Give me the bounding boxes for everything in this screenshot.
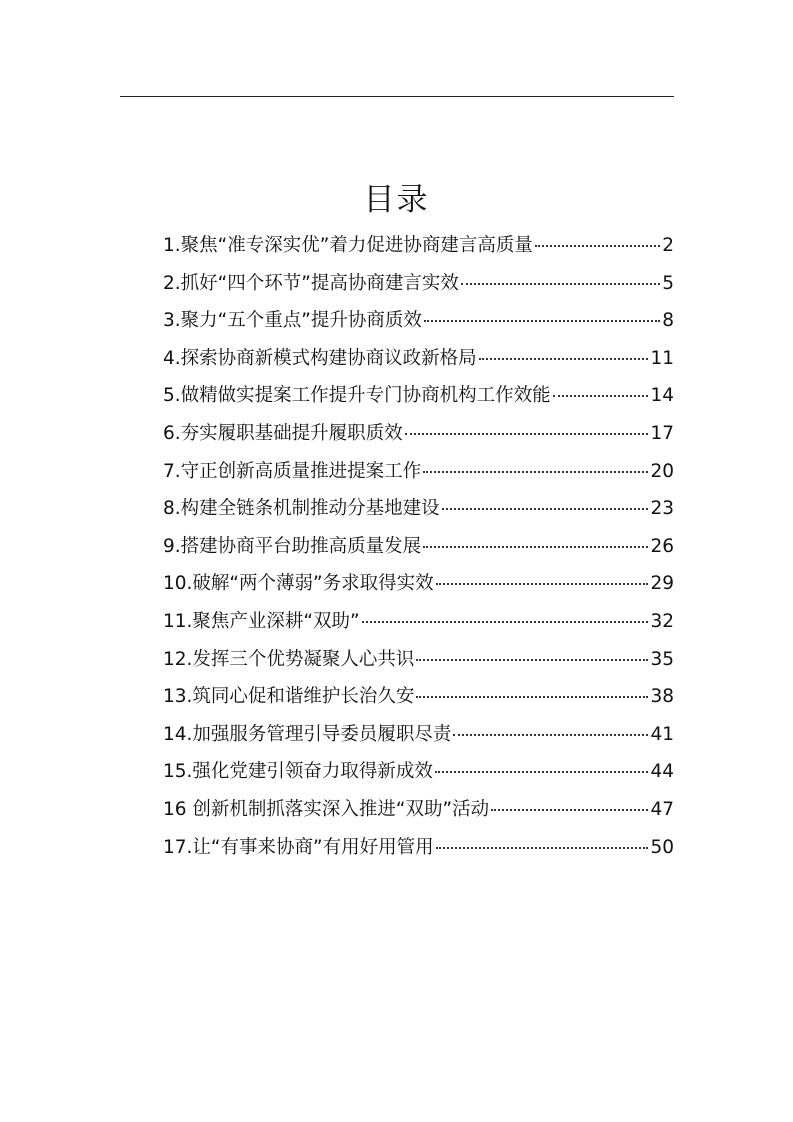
toc-entry-text: 17.让“有事来协商”有用好用管用	[163, 836, 434, 858]
toc-entry[interactable]	[163, 302, 674, 340]
toc-entry[interactable]	[163, 415, 674, 453]
toc-dot-leader	[436, 846, 649, 849]
toc-dot-leader	[436, 582, 649, 585]
toc-entry-text: 11.聚焦产业深耕“双助”	[163, 610, 360, 632]
toc-entry[interactable]	[163, 678, 674, 716]
toc-page-number: 26	[650, 535, 674, 557]
header-rule	[120, 96, 674, 97]
toc-entry-text: 7.守正创新高质量推进提案工作	[163, 460, 422, 482]
toc-dot-leader	[453, 733, 648, 736]
toc-page-number: 14	[650, 385, 674, 407]
toc-dot-leader	[423, 545, 648, 548]
toc-entry-text: 15.强化党建引领奋力取得新成效	[163, 761, 433, 783]
toc-entry-text: 10.破解“两个薄弱”务求取得实效	[163, 573, 434, 595]
toc-dot-leader	[423, 470, 648, 473]
toc-entry-text: 3.聚力“五个重点”提升协商质效	[163, 310, 422, 332]
toc-page-number: 32	[650, 610, 674, 632]
toc-entry[interactable]	[163, 829, 674, 867]
toc-entry[interactable]	[163, 453, 674, 491]
toc-entry-text: 9.搭建协商平台助推高质量发展	[163, 535, 422, 557]
toc-dot-leader	[553, 394, 649, 397]
toc-page-number: 50	[650, 836, 674, 858]
toc-entry[interactable]	[163, 716, 674, 754]
toc-page-number: 35	[650, 648, 674, 670]
toc-dot-leader	[479, 357, 649, 360]
toc-entry-text: 4.探索协商新模式构建协商议政新格局	[163, 347, 477, 369]
toc-page-number: 47	[650, 798, 674, 820]
toc-dot-leader	[405, 432, 649, 435]
toc-page-number: 20	[650, 460, 674, 482]
toc-dot-leader	[442, 507, 649, 510]
toc-entry[interactable]	[163, 753, 674, 791]
toc-dot-leader	[491, 808, 648, 811]
table-of-contents	[163, 227, 674, 866]
toc-dot-leader	[435, 770, 649, 773]
toc-entry[interactable]	[163, 528, 674, 566]
toc-entry-text: 12.发挥三个优势凝聚人心共识	[163, 648, 415, 670]
toc-page-number: 29	[650, 573, 674, 595]
toc-page-number: 38	[650, 686, 674, 708]
toc-entry-text: 1.聚焦“准专深实优”着力促进协商建言高质量	[163, 235, 533, 256]
toc-dot-leader	[416, 658, 648, 661]
toc-page-number: 17	[650, 422, 674, 444]
toc-entry[interactable]	[163, 265, 674, 303]
toc-dot-leader	[416, 695, 648, 698]
toc-page-number: 11	[650, 347, 674, 369]
toc-dot-leader	[461, 282, 660, 285]
toc-entry-text: 14.加强服务管理引导委员履职尽责	[163, 723, 452, 745]
toc-page-number: 2	[662, 235, 674, 256]
toc-entry-text: 2.抓好“四个环节”提高协商建言实效	[163, 272, 459, 294]
toc-page-number: 23	[650, 498, 674, 520]
toc-entry-text: 8.构建全链条机制推动分基地建设	[163, 498, 440, 520]
toc-entry[interactable]	[163, 340, 674, 378]
toc-page-number: 8	[662, 310, 674, 332]
toc-entry[interactable]	[163, 603, 674, 641]
toc-entry[interactable]	[163, 641, 674, 679]
toc-entry-text: 13.筑同心促和谐维护长治久安	[163, 686, 415, 708]
toc-title: 目录	[363, 182, 430, 218]
toc-entry-text: 6.夯实履职基础提升履职质效	[163, 422, 403, 444]
toc-entry-text: 16 创新机制抓落实深入推进“双助”活动	[163, 798, 490, 820]
toc-dot-leader	[424, 319, 660, 322]
toc-entry-text: 5.做精做实提案工作提升专门协商机构工作效能	[163, 385, 551, 407]
toc-entry[interactable]	[163, 377, 674, 415]
toc-entry[interactable]	[163, 791, 674, 829]
toc-entry[interactable]	[163, 227, 674, 265]
toc-entry[interactable]	[163, 490, 674, 528]
toc-entry[interactable]	[163, 565, 674, 603]
toc-page-number: 41	[650, 723, 674, 745]
toc-page-number: 44	[650, 761, 674, 783]
toc-dot-leader	[362, 620, 649, 623]
toc-dot-leader	[535, 244, 660, 247]
toc-page-number: 5	[662, 272, 674, 294]
